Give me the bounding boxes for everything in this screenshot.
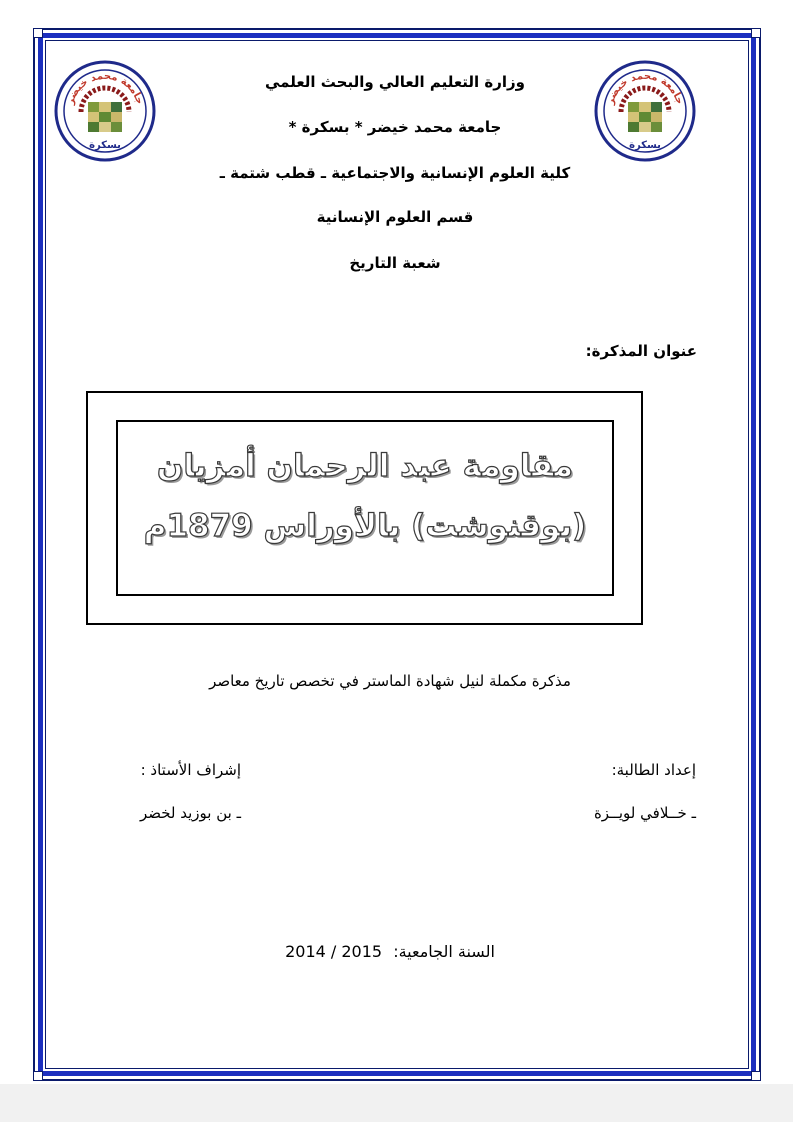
border-corner-bottom-right xyxy=(751,1071,761,1081)
student-label: إعداد الطالبة: xyxy=(611,761,696,779)
degree-statement: مذكرة مكملة لنيل شهادة الماستر في تخصص تاريخ معاصر xyxy=(209,672,571,690)
academic-year-value: 2014 / 2015 xyxy=(285,942,383,961)
border-corner-top-left xyxy=(33,28,43,38)
border-corner-bottom-left xyxy=(33,1071,43,1081)
supervisor-label: إشراف الأستاذ : xyxy=(140,761,241,779)
student-name: ـ خــلافي لويــزة xyxy=(593,804,696,822)
university-logo-right xyxy=(594,60,696,162)
border-corner-top-right xyxy=(751,28,761,38)
logo-bottom-text: بسكرة xyxy=(629,140,661,151)
page-bottom-strip xyxy=(0,1084,793,1122)
thesis-title-line-1: مقاومة عبد الرحمان أمزيان xyxy=(156,448,574,484)
logo-arc-text: جامعة محمد خيضر xyxy=(605,70,686,106)
thesis-title-line-2: (بوقنوشت) بالأوراس 1879م xyxy=(143,508,587,544)
university-logo-left xyxy=(54,60,156,162)
logo-bottom-text: بسكرة xyxy=(89,140,121,151)
thesis-title-label: عنوان المذكرة: xyxy=(585,342,697,360)
department-heading: قسم العلوم الإنسانية xyxy=(316,208,474,226)
academic-year-label: السنة الجامعية: xyxy=(393,942,495,961)
university-heading: جامعة محمد خيضر * بسكرة * xyxy=(288,118,502,136)
faculty-heading: كلية العلوم الإنسانية والاجتماعية ـ قطب شتمة ـ xyxy=(219,164,571,182)
ministry-heading: وزارة التعليم العالي والبحث العلمي xyxy=(264,73,526,91)
academic-year xyxy=(200,942,580,961)
section-heading: شعبة التاريخ xyxy=(349,254,441,272)
supervisor-name: ـ بن بوزيد لخضر xyxy=(139,804,241,822)
logo-arc-text: جامعة محمد خيضر xyxy=(65,70,146,106)
